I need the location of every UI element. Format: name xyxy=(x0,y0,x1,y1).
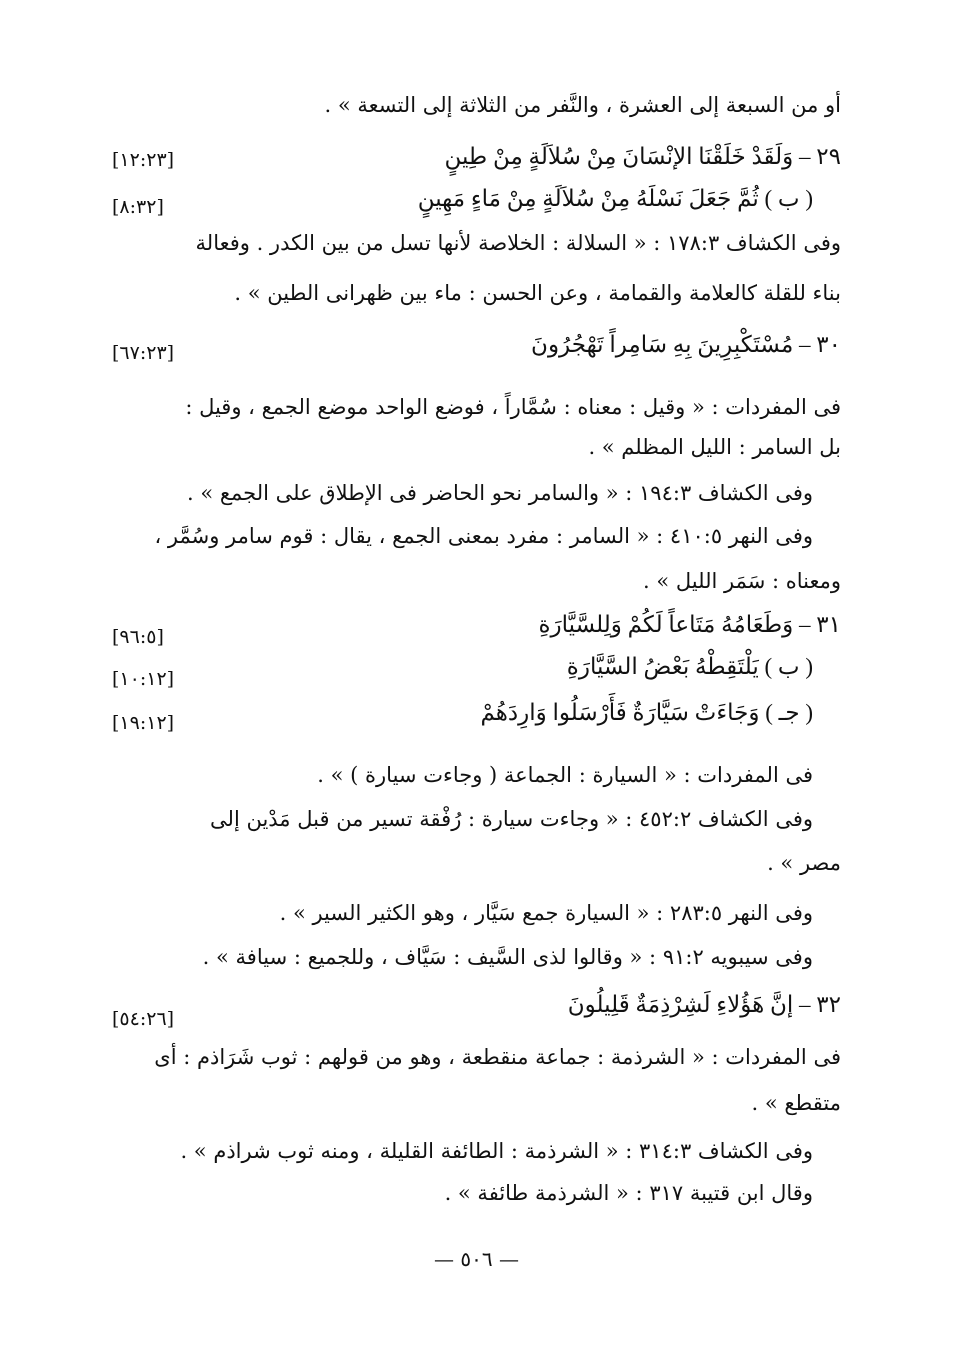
text-line: وفى النهر ٤١٠:٥ : « السامر : مفرد بمعنى الجمع ، يقال : قوم سامر وسُمَّر ، xyxy=(154,524,813,548)
text-line: وفى سيبويه ٩١:٢ : « وقالوا لذى السَّيف : سَيَّاف ، وللجميع : سيافة » . xyxy=(202,945,813,969)
verse-reference: [٥٤:٢٦] xyxy=(112,1008,175,1030)
text-line: وفى النهر ٢٨٣:٥ : « السيارة جمع سَيَّار ، وهو الكثير السير » . xyxy=(279,901,813,925)
text-line: فى المفردات : « الشرذمة : جماعة منقطعة ، وهو من قولهم : ثوب شَرَاذم : أى xyxy=(154,1045,841,1069)
verse-reference: [٦٧:٢٣] xyxy=(112,342,175,364)
text-line: وقال ابن قتيبة ٣١٧ : « الشرذمة طائفة » . xyxy=(444,1181,813,1205)
text-line: بل السامر : الليل المظلم » . xyxy=(588,435,841,459)
verse-line-31c: ( جـ ) وَجَاءَتْ سَيَّارَةٌ فَأَرْسَلُوا وَارِدَهُمْ xyxy=(480,700,813,725)
text-line: أو من السبعة إلى العشرة ، والنَّفر من الثلاثة إلى التسعة » . xyxy=(324,93,841,117)
verse-line-32: ٣٢ – إنَّ هَؤُلاءِ لَشِرْذِمَةٌ قَلِيلُونَ xyxy=(567,992,841,1017)
page-number: — ٥٠٦ — xyxy=(434,1247,519,1271)
verse-line-29: ٢٩ – وَلَقَدْ خَلَقْنَا الإنْسَانَ مِنْ سُلاَلَةٍ مِنْ طِينٍ xyxy=(444,144,841,169)
verse-reference: [١٢:٢٣] xyxy=(112,149,175,171)
text-line: مصر » . xyxy=(767,851,841,875)
text-line: ومعناه : سَمَر الليل » . xyxy=(643,569,841,593)
verse-reference: [٨:٣٢] xyxy=(112,196,164,218)
text-line: وفى الكشاف ٤٥٢:٢ : « وجاءت سيارة : رُفْقة تسير من قبل مَدْين إلى xyxy=(210,807,813,831)
text-line: وفى الكشاف ١٧٨:٣ : « السلالة : الخلاصة لأنها تسل من بين الكدر . وفعالة xyxy=(195,231,841,255)
verse-line-29b: ( ب ) ثُمَّ جَعَلَ نَسْلَهُ مِنْ سُلاَلَةٍ مِنْ مَاءٍ مَهِينٍ xyxy=(417,186,813,211)
text-line: وفى الكشاف ٣١٤:٣ : « الشرذمة : الطائفة القليلة ، ومنه ثوب شراذم » . xyxy=(180,1139,813,1163)
verse-reference: [١٠:١٢] xyxy=(112,668,175,690)
verse-line-31: ٣١ – وَطَعَامُهُ مَتَاعاً لَكُمْ وَلِلسَّيَّارَةِ xyxy=(538,612,841,637)
verse-reference: [١٩:١٢] xyxy=(112,712,175,734)
text-line: بناء للقلة كالعلامة والقمامة ، وعن الحسن : ماء بين ظهرانى الطين » . xyxy=(234,281,841,305)
verse-line-31b: ( ب ) يَلْتَقِطْهُ بَعْضُ السَّيَّارَةِ xyxy=(566,654,813,679)
verse-reference: [٩٦:٥] xyxy=(112,626,164,648)
text-line: فى المفردات : « السيارة : الجماعة ( وجاءت سيارة ) » . xyxy=(317,763,813,787)
verse-line-30: ٣٠ – مُسْتَكْبِرِينَ بِهِ سَامِراً تَهْجُرُونَ xyxy=(531,332,841,357)
text-line: فى المفردات : « وقيل : معناه : سُمَّاراً ، فوضع الواحد موضع الجمع ، وقيل : xyxy=(185,395,841,419)
text-line: متقطع » . xyxy=(751,1091,841,1115)
text-line: وفى الكشاف ١٩٤:٣ : « والسامر نحو الحاضر فى الإطلاق على الجمع » . xyxy=(186,481,813,505)
